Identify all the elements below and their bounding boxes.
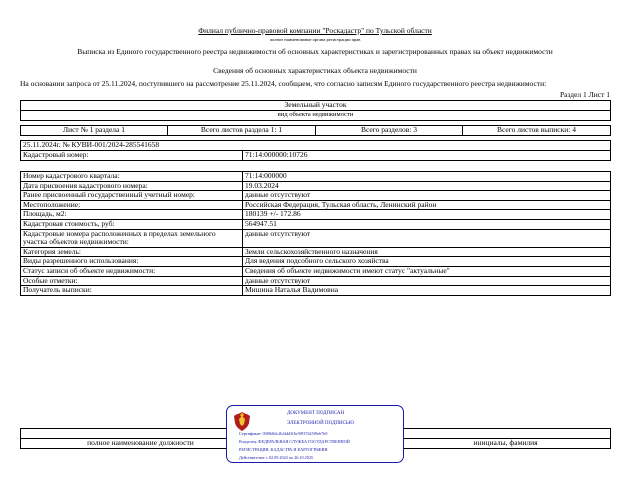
table-row [21, 286, 611, 296]
row-label: Номер кадастрового квартала: [21, 172, 243, 182]
basis-text: На основании запроса от 25.11.2024, поступившего на рассмотрение 25.11.2024, сообщаем, что согласно записям Единого государственного реестра недвижимости: [20, 79, 547, 88]
row-label: Кадастровые номера расположенных в пределах земельного участка объектов недвижимости: [21, 229, 243, 247]
row-value: 564947.51 [243, 219, 611, 229]
row-value: данные отсутствуют [243, 191, 611, 201]
cadastral-number-value: 71:14:000000:10726 [243, 151, 611, 161]
total-extract-sheets: Всего листов выписки: 4 [463, 126, 611, 136]
stamp-owner-1: Владелец: ФЕДЕРАЛЬНАЯ СЛУЖБА ГОСУДАРСТВЕННОЙ [239, 439, 350, 444]
row-label: Местоположение: [21, 200, 243, 210]
stamp-line-signed: ДОКУМЕНТ ПОДПИСАН [287, 411, 345, 416]
row-label: Статус записи об объекте недвижимости: [21, 266, 243, 276]
table-row [21, 210, 611, 220]
stamp-validity: Действителен: с 02.09.2024 по 26.10.2025 [239, 455, 314, 460]
table-row [21, 247, 611, 257]
org-caption: полное наименование органа регистрации прав [269, 37, 361, 42]
table-row [21, 276, 611, 286]
section-title: Сведения об основных характеристиках объекта недвижимости [213, 66, 417, 75]
row-value: Для ведения подсобного сельского хозяйства [243, 257, 611, 267]
electronic-signature-stamp [226, 405, 404, 463]
table-row [21, 266, 611, 276]
name-caption: инициалы, фамилия [401, 439, 611, 449]
row-value: Земли сельскохозяйственного назначения [243, 247, 611, 257]
total-sections: Всего разделов: 3 [316, 126, 463, 136]
table-row [21, 257, 611, 267]
sheet-info-table [20, 125, 611, 136]
object-type-caption: вид объекта недвижимости [21, 111, 611, 121]
row-value: Мишина Наталья Вадимовна [243, 286, 611, 296]
row-value: 180139 +/- 172.86 [243, 210, 611, 220]
table-row [21, 191, 611, 201]
characteristics-table [20, 171, 611, 296]
table-row [21, 172, 611, 182]
row-label: Дата присвоения кадастрового номера: [21, 181, 243, 191]
row-value: данные отсутствуют [243, 229, 611, 247]
sheet-number: Лист № 1 раздела 1 [21, 126, 168, 136]
position-caption: полное наименование должности [21, 439, 261, 449]
row-value: 71:14:000000 [243, 172, 611, 182]
document-table [20, 140, 611, 161]
row-label: Категория земель: [21, 247, 243, 257]
row-value: Российская Федерация, Тульская область, Ленинский район [243, 200, 611, 210]
object-type: Земельный участок [21, 101, 611, 111]
document-date-number: 25.11.2024г. № КУВИ-001/2024-285541658 [21, 141, 611, 151]
row-value: данные отсутствуют [243, 276, 611, 286]
row-value: 19.03.2024 [243, 181, 611, 191]
table-row [21, 200, 611, 210]
cadastral-number-label: Кадастровый номер: [21, 151, 243, 161]
table-row [21, 219, 611, 229]
stamp-line-electronic: ЭЛЕКТРОННОЙ ПОДПИСЬЮ [287, 421, 354, 426]
stamp-certificate: Сертификат: 00f0b8dc2bf4dd3f6c9f937d25f9eb7b9 [239, 431, 328, 436]
org-name: Филиал публично-правовой компании "Роскадастр" по Тульской области [198, 26, 432, 35]
table-row [21, 181, 611, 191]
row-label: Кадастровая стоимость, руб: [21, 219, 243, 229]
section-sheet: Раздел 1 Лист 1 [559, 90, 610, 99]
name-cell [401, 429, 611, 439]
row-label: Получатель выписки: [21, 286, 243, 296]
row-label: Ранее присвоенный государственный учетный номер: [21, 191, 243, 201]
row-label: Виды разрешенного использования: [21, 257, 243, 267]
position-cell [21, 429, 261, 439]
table-row [21, 229, 611, 247]
emblem-icon [232, 410, 252, 432]
row-label: Особые отметки: [21, 276, 243, 286]
total-section-sheets: Всего листов раздела 1: 1 [168, 126, 316, 136]
object-type-table [20, 100, 611, 121]
row-label: Площадь, м2: [21, 210, 243, 220]
stamp-owner-2: РЕГИСТРАЦИИ, КАДАСТРА И КАРТОГРАФИИ [239, 447, 328, 452]
row-value: Сведения об объекте недвижимости имеют статус "актуальные" [243, 266, 611, 276]
extract-title: Выписка из Единого государственного реестра недвижимости об основных характеристиках и зарегистрированных правах на объект недвижимости [77, 47, 553, 56]
